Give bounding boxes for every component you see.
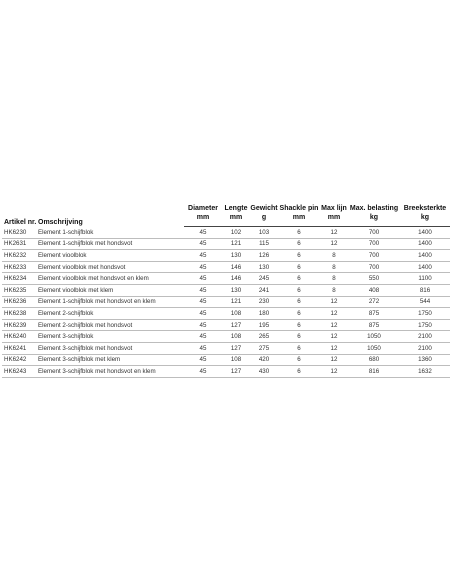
- cell-lengte: 108: [222, 354, 250, 366]
- cell-gewicht: 115: [250, 238, 278, 250]
- cell-max-lijn: 12: [320, 238, 348, 250]
- cell-lengte: 127: [222, 366, 250, 378]
- cell-gewicht: 230: [250, 296, 278, 308]
- cell-artikel-nr: HK6239: [2, 319, 36, 331]
- cell-gewicht: 430: [250, 366, 278, 378]
- cell-shackle-pin: 6: [278, 342, 320, 354]
- table-row: [2, 273, 450, 285]
- cell-lengte: 121: [222, 238, 250, 250]
- cell-omschrijving: Element vioolblok met hondsvot en klem: [36, 273, 184, 285]
- cell-max-lijn: 12: [320, 227, 348, 239]
- cell-shackle-pin: 6: [278, 250, 320, 262]
- cell-diameter: 45: [184, 319, 222, 331]
- cell-max-belasting: 1050: [348, 331, 400, 343]
- cell-shackle-pin: 6: [278, 284, 320, 296]
- cell-lengte: 108: [222, 308, 250, 320]
- cell-max-belasting: 700: [348, 261, 400, 273]
- cell-breeksterkte: 1750: [400, 308, 450, 320]
- cell-gewicht: 241: [250, 284, 278, 296]
- cell-shackle-pin: 6: [278, 331, 320, 343]
- cell-breeksterkte: 2100: [400, 342, 450, 354]
- table-header: [2, 200, 450, 227]
- cell-lengte: 121: [222, 296, 250, 308]
- cell-gewicht: 245: [250, 273, 278, 285]
- cell-max-lijn: 8: [320, 284, 348, 296]
- cell-gewicht: 180: [250, 308, 278, 320]
- cell-gewicht: 420: [250, 354, 278, 366]
- cell-omschrijving: Element 3-schijfblok met klem: [36, 354, 184, 366]
- cell-diameter: 45: [184, 366, 222, 378]
- column-header-gewicht: Gewicht: [250, 205, 278, 212]
- table-row: [2, 319, 450, 331]
- column-header-shackle-pin: Shackle pin: [279, 205, 319, 212]
- cell-diameter: 45: [184, 342, 222, 354]
- cell-max-belasting: 875: [348, 319, 400, 331]
- unit-max-lijn: mm: [320, 213, 348, 227]
- unit-diameter: mm: [184, 213, 222, 227]
- cell-breeksterkte: 1750: [400, 319, 450, 331]
- column-header-lengte: Lengte: [224, 205, 248, 212]
- table-row: [2, 238, 450, 250]
- cell-max-lijn: 12: [320, 319, 348, 331]
- cell-diameter: 45: [184, 261, 222, 273]
- cell-max-lijn: 12: [320, 308, 348, 320]
- cell-omschrijving: Element vioolblok met klem: [36, 284, 184, 296]
- cell-breeksterkte: 1400: [400, 227, 450, 239]
- cell-lengte: 146: [222, 273, 250, 285]
- column-header-max-belasting: Max. belasting: [349, 205, 399, 212]
- cell-artikel-nr: HK6240: [2, 331, 36, 343]
- cell-breeksterkte: 1632: [400, 366, 450, 378]
- column-header-diameter: Diameter: [188, 205, 218, 212]
- table-row: [2, 342, 450, 354]
- cell-max-belasting: 550: [348, 273, 400, 285]
- cell-gewicht: 103: [250, 227, 278, 239]
- cell-max-belasting: 700: [348, 227, 400, 239]
- cell-lengte: 108: [222, 331, 250, 343]
- cell-artikel-nr: HK6236: [2, 296, 36, 308]
- table-row: [2, 308, 450, 320]
- cell-artikel-nr: HK6241: [2, 342, 36, 354]
- cell-max-belasting: 680: [348, 354, 400, 366]
- cell-diameter: 45: [184, 354, 222, 366]
- cell-breeksterkte: 1400: [400, 261, 450, 273]
- table-row: [2, 250, 450, 262]
- cell-shackle-pin: 6: [278, 366, 320, 378]
- cell-artikel-nr: HK6234: [2, 273, 36, 285]
- cell-max-lijn: 12: [320, 354, 348, 366]
- column-header-artikel-nr: Artikel nr.: [4, 218, 36, 226]
- cell-artikel-nr: HK6235: [2, 284, 36, 296]
- unit-gewicht: g: [250, 213, 278, 227]
- cell-gewicht: 275: [250, 342, 278, 354]
- cell-diameter: 45: [184, 284, 222, 296]
- cell-gewicht: 130: [250, 261, 278, 273]
- cell-max-belasting: 700: [348, 250, 400, 262]
- column-header-breeksterkte: Breeksterkte: [403, 205, 447, 212]
- cell-max-lijn: 8: [320, 261, 348, 273]
- cell-artikel-nr: HK6242: [2, 354, 36, 366]
- cell-artikel-nr: HK2631: [2, 238, 36, 250]
- column-header-omschrijving: Omschrijving: [38, 218, 83, 226]
- cell-diameter: 45: [184, 250, 222, 262]
- cell-shackle-pin: 6: [278, 308, 320, 320]
- cell-lengte: 127: [222, 342, 250, 354]
- cell-artikel-nr: HK6238: [2, 308, 36, 320]
- cell-omschrijving: Element 2-schijfblok met hondsvot: [36, 319, 184, 331]
- cell-shackle-pin: 6: [278, 238, 320, 250]
- cell-diameter: 45: [184, 273, 222, 285]
- cell-max-lijn: 12: [320, 366, 348, 378]
- cell-diameter: 45: [184, 238, 222, 250]
- cell-artikel-nr: HK6243: [2, 366, 36, 378]
- cell-omschrijving: Element 3-schijfblok met hondsvot en klem: [36, 366, 184, 378]
- unit-lengte: mm: [222, 213, 250, 227]
- cell-breeksterkte: 544: [400, 296, 450, 308]
- cell-breeksterkte: 1100: [400, 273, 450, 285]
- cell-omschrijving: Element vioolblok met hondsvot: [36, 261, 184, 273]
- cell-shackle-pin: 6: [278, 273, 320, 285]
- cell-omschrijving: Element 3-schijfblok met hondsvot: [36, 342, 184, 354]
- cell-lengte: 130: [222, 250, 250, 262]
- table-body: [2, 227, 450, 378]
- cell-gewicht: 195: [250, 319, 278, 331]
- unit-shackle-pin: mm: [278, 213, 320, 227]
- cell-shackle-pin: 6: [278, 227, 320, 239]
- cell-gewicht: 126: [250, 250, 278, 262]
- cell-max-lijn: 12: [320, 296, 348, 308]
- cell-max-belasting: 816: [348, 366, 400, 378]
- cell-shackle-pin: 6: [278, 319, 320, 331]
- cell-omschrijving: Element 1-schijfblok met hondsvot: [36, 238, 184, 250]
- cell-max-lijn: 12: [320, 342, 348, 354]
- unit-max-belasting: kg: [348, 213, 400, 227]
- cell-breeksterkte: 1400: [400, 238, 450, 250]
- cell-gewicht: 265: [250, 331, 278, 343]
- cell-lengte: 146: [222, 261, 250, 273]
- cell-breeksterkte: 1360: [400, 354, 450, 366]
- table-row: [2, 366, 450, 378]
- cell-max-lijn: 8: [320, 250, 348, 262]
- cell-max-belasting: 408: [348, 284, 400, 296]
- table-row: [2, 261, 450, 273]
- cell-diameter: 45: [184, 296, 222, 308]
- column-header-max-lijn: Max lijn: [321, 205, 347, 212]
- specification-table: [2, 200, 450, 378]
- cell-shackle-pin: 6: [278, 261, 320, 273]
- cell-lengte: 102: [222, 227, 250, 239]
- cell-max-lijn: 12: [320, 331, 348, 343]
- table-row: [2, 296, 450, 308]
- cell-breeksterkte: 1400: [400, 250, 450, 262]
- cell-breeksterkte: 2100: [400, 331, 450, 343]
- cell-lengte: 127: [222, 319, 250, 331]
- cell-artikel-nr: HK6232: [2, 250, 36, 262]
- cell-artikel-nr: HK6230: [2, 227, 36, 239]
- cell-max-belasting: 875: [348, 308, 400, 320]
- cell-diameter: 45: [184, 227, 222, 239]
- cell-max-belasting: 1050: [348, 342, 400, 354]
- unit-breeksterkte: kg: [400, 213, 450, 227]
- cell-omschrijving: Element 3-schijfblok: [36, 331, 184, 343]
- table-row: [2, 331, 450, 343]
- cell-omschrijving: Element 1-schijfblok: [36, 227, 184, 239]
- cell-lengte: 130: [222, 284, 250, 296]
- cell-omschrijving: Element 2-schijfblok: [36, 308, 184, 320]
- cell-max-belasting: 700: [348, 238, 400, 250]
- cell-artikel-nr: HK6233: [2, 261, 36, 273]
- cell-breeksterkte: 816: [400, 284, 450, 296]
- cell-max-belasting: 272: [348, 296, 400, 308]
- cell-max-lijn: 8: [320, 273, 348, 285]
- table-row: [2, 354, 450, 366]
- cell-diameter: 45: [184, 331, 222, 343]
- table-row: [2, 284, 450, 296]
- cell-diameter: 45: [184, 308, 222, 320]
- cell-shackle-pin: 6: [278, 296, 320, 308]
- cell-omschrijving: Element 1-schijfblok met hondsvot en klem: [36, 296, 184, 308]
- cell-omschrijving: Element vioolblok: [36, 250, 184, 262]
- cell-shackle-pin: 6: [278, 354, 320, 366]
- table-row: [2, 227, 450, 239]
